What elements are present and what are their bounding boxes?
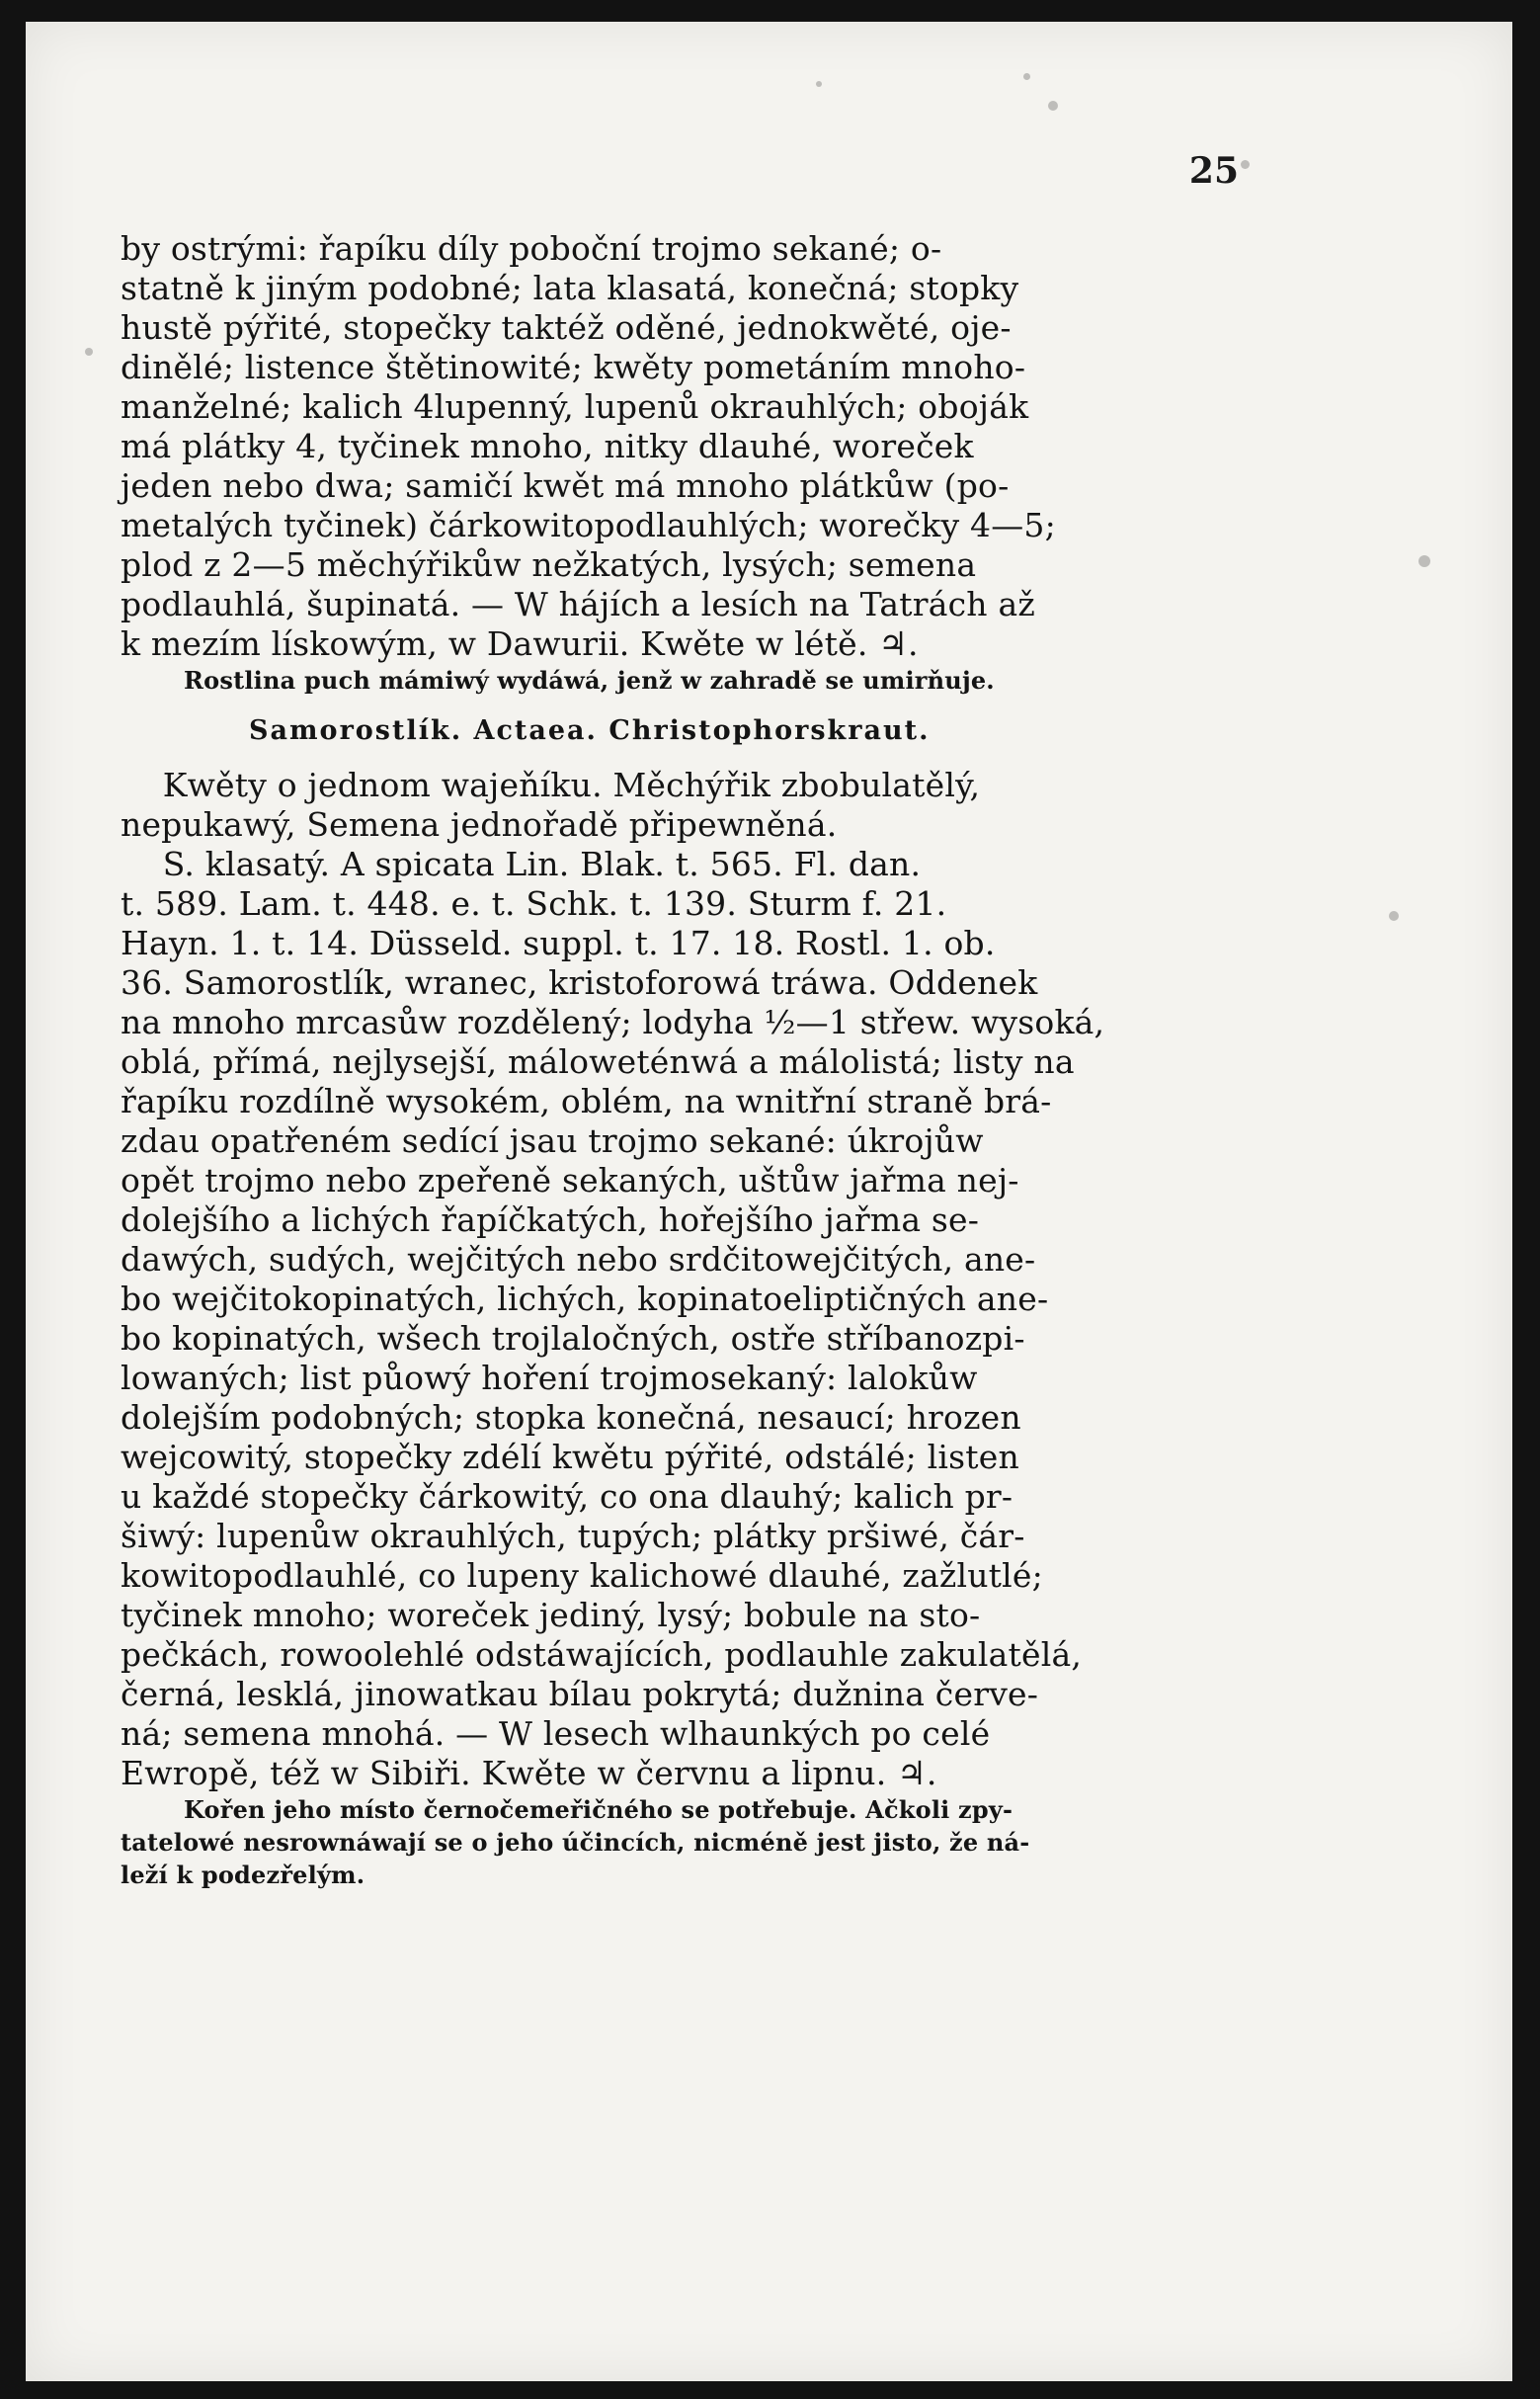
text-line-32: kowitopodlauhlé, co lupeny kalichowé dlauhé, zažlutlé; — [121, 1556, 1043, 1595]
text-line-25: bo wejčitokopinatých, lichých, kopinatoeliptičných ane- — [121, 1280, 1049, 1318]
text-line-16: Hayn. 1. t. 14. Düsseld. suppl. t. 17. 18. Rostl. 1. ob. — [121, 924, 996, 962]
text-line-3: hustě pýřité, stopečky taktéž oděné, jednokwěté, oje- — [121, 308, 1012, 347]
footnote-line-3: tatelowé nesrownáwají se o jeho účincích, nicméně jest jisto, že ná- — [121, 1828, 1030, 1857]
text-line-28: dolejším podobných; stopka konečná, nesaucí; hrozen — [121, 1398, 1021, 1437]
text-line-35: černá, lesklá, jinowatkau bílau pokrytá; dužnina červe- — [121, 1675, 1039, 1713]
text-line-7: jeden nebo dwa; samičí kwět má mnoho plátkůw (po- — [121, 466, 1010, 505]
text-line-23: dolejšího a lichých řapíčkatých, hořejšího jařma se- — [121, 1200, 980, 1239]
text-line-26: bo kopinatých, wšech trojlaločných, ostře stříbanozpi- — [121, 1319, 1025, 1358]
text-line-34: pečkách, rowoolehlé odstáwajících, podlauhle zakulatělá, — [121, 1635, 1083, 1674]
text-line-10: podlauhlá, šupinatá. — W hájích a lesích na Tatrách až — [121, 585, 1035, 623]
footnote-line-2: Kořen jeho místo černočemeřičného se potřebuje. Ačkoli zpy- — [184, 1795, 1013, 1824]
dust-speck — [1048, 101, 1058, 111]
text-line-15: t. 589. Lam. t. 448. e. t. Schk. t. 139. Sturm f. 21. — [121, 884, 947, 923]
text-line-33: tyčinek mnoho; woreček jediný, lysý; bobule na sto- — [121, 1596, 981, 1634]
text-line-21: zdau opatřeném sedící jsau trojmo sekané: úkrojůw — [121, 1121, 984, 1160]
text-line-36: ná; semena mnohá. — W lesech wlhaunkých po celé — [121, 1714, 991, 1753]
dust-speck — [1241, 160, 1250, 169]
page-text — [121, 229, 1237, 1891]
text-line-1: by ostrými: řapíku díly poboční trojmo sekané; o- — [121, 229, 942, 268]
footnote-line-4: leží k podezřelým. — [121, 1861, 365, 1889]
text-line-30: u každé stopečky čárkowitý, co ona dlauhý; kalich pr- — [121, 1477, 1013, 1516]
text-line-24: dawých, sudých, wejčitých nebo srdčitowejčitých, ane- — [121, 1240, 1036, 1279]
dust-speck — [85, 348, 93, 356]
text-line-20: řapíku rozdílně wysokém, oblém, na wnitřní straně brá- — [121, 1082, 1052, 1120]
footnote-line-1: Rostlina puch mámiwý wydáwá, jenž w zahradě se umirňuje. — [184, 666, 995, 695]
text-line-18: na mnoho mrcasůw rozdělený; lodyha ½—1 střew. wysoká, — [121, 1003, 1105, 1041]
dust-speck — [1389, 911, 1399, 921]
text-line-13: nepukawý, Semena jednořadě připewněná. — [121, 805, 838, 844]
text-line-17: 36. Samorostlík, wranec, kristoforowá tráwa. Oddenek — [121, 963, 1038, 1002]
text-line-31: šiwý: lupenůw okrauhlých, tupých; plátky pršiwé, čár- — [121, 1517, 1025, 1555]
book-page — [26, 22, 1512, 2381]
text-line-6: má plátky 4, tyčinek mnoho, nitky dlauhé, woreček — [121, 427, 974, 465]
text-line-9: plod z 2—5 měchýřikůw nežkatých, lysých; semena — [121, 545, 977, 584]
text-line-29: wejcowitý, stopečky zdélí kwětu pýřité, odstálé; listen — [121, 1438, 1019, 1476]
text-line-5: manželné; kalich 4lupenný, lupenů okrauhlých; oboják — [121, 387, 1029, 426]
dust-speck — [1418, 555, 1430, 567]
text-line-22: opět trojmo nebo zpeřeně sekaných, uštůw jařma nej- — [121, 1161, 1019, 1200]
text-line-37: Ewropě, též w Sibiři. Kwěte w červnu a lipnu. ♃. — [121, 1754, 937, 1792]
text-line-2: statně k jiným podobné; lata klasatá, konečná; stopky — [121, 269, 1019, 307]
dust-speck — [1023, 73, 1030, 80]
text-line-8: metalých tyčinek) čárkowitopodlauhlých; worečky 4—5; — [121, 506, 1056, 544]
text-line-4: dinělé; listence štětinowité; kwěty pometáním mnoho- — [121, 348, 1026, 386]
text-line-14: S. klasatý. A spicata Lin. Blak. t. 565. Fl. dan. — [121, 845, 922, 883]
text-line-27: lowaných; list půowý hoření trojmosekaný: lalokůw — [121, 1359, 978, 1397]
text-line-12: Kwěty o jednom wajeňíku. Měchýřik zbobulatělý, — [121, 766, 981, 804]
dust-speck — [816, 81, 822, 87]
section-heading: Samorostlík. Actaea. Christophorskraut. — [249, 715, 931, 746]
page-number: 25 — [1188, 150, 1239, 192]
text-line-11: k mezím lískowým, w Dawurii. Kwěte w létě. ♃. — [121, 624, 919, 663]
text-line-19: oblá, přímá, nejlysejší, máloweténwá a málolistá; listy na — [121, 1042, 1075, 1081]
